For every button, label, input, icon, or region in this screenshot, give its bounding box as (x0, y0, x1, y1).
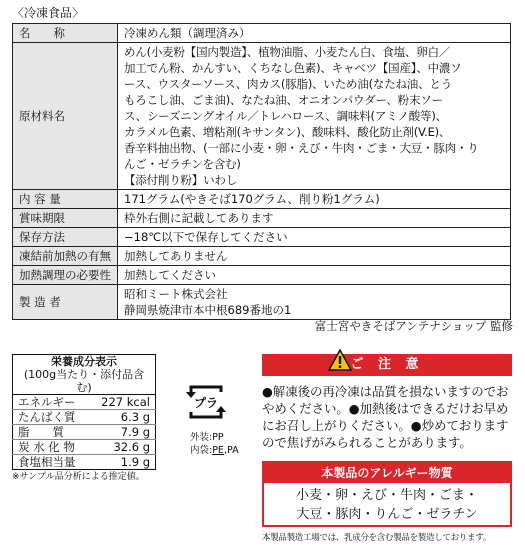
ingredients-line: もろこし油、ごま油)、なたね油、オニオンパウダー、粉末ソー (124, 93, 443, 107)
plastic-recycle-icon (182, 378, 230, 426)
storage-value: −18℃以下で保存してください (118, 228, 511, 247)
ingredients-line: 香辛料抽出物、(一部に小麦・卵・えび・牛肉・ごま・大豆・豚肉・り (124, 141, 479, 155)
outer-material (190, 432, 224, 444)
name-label: 名 称 (13, 24, 118, 43)
table-row (13, 455, 156, 470)
ingredients-line: 【添付削り粉】いわし (124, 173, 237, 187)
maker-address: 静岡県焼津市本中根689番地の1 (124, 303, 292, 317)
storage-label: 保存方法 (13, 228, 118, 247)
expiry-label: 賞味期限 (13, 209, 118, 228)
nutrient-value: 7.9 g (89, 425, 156, 440)
ingredients-line: ース、ウスターソース、肉カス(豚脂)、いため油(なたね油、とう (124, 77, 452, 91)
ingredients-value (118, 43, 511, 190)
table-row (13, 209, 511, 228)
ingredients-label: 原材料名 (13, 43, 118, 190)
outer-material-value: PP (212, 432, 224, 443)
nutrient-label: 食塩相当量 (13, 455, 89, 470)
nutrient-label: エネルギー (13, 395, 89, 410)
maker-value (118, 285, 511, 320)
table-row (13, 425, 156, 440)
preheat-label: 凍結前加熱の有無 (13, 247, 118, 266)
nutrient-label: たんぱく質 (13, 410, 89, 425)
inner-material-value-underlined: PE (212, 445, 224, 456)
table-row (13, 285, 511, 320)
nutrient-value: 6.3 g (89, 410, 156, 425)
ingredients-line: カラメル色素、増粘剤(キサンタン)、酸味料、酸化防止剤(V.E)、 (124, 125, 451, 139)
nutrient-value: 1.9 g (89, 455, 156, 470)
warning-icon (328, 349, 352, 371)
supervision-credit: 富士宮やきそばアンテナショップ 監修 (314, 319, 513, 333)
content-value: 171グラム(やきそば170グラム、削り粉1グラム) (118, 190, 511, 209)
nutrient-value: 32.6 g (89, 440, 156, 455)
caution-text: ●解凍後の再冷凍は品質を損ないますのでおやめください。●加熱後はできるだけお早めにお召し上がりください。●炒めておりますので焦げがみられることがあります。 (262, 384, 509, 450)
allergy-line: 大豆・豚肉・りんご・ゼラチン (296, 507, 478, 522)
caution-title: ご 注 意 (262, 354, 512, 376)
ingredients-line: んご・ゼラチンを含む) (124, 157, 241, 171)
table-row (13, 247, 511, 266)
preheat-value: 加熱してありません (118, 247, 511, 266)
inner-material (190, 445, 239, 457)
allergy-line: 小麦・卵・えび・牛肉・ごま・ (295, 488, 478, 503)
nutrition-header (13, 355, 156, 395)
name-value: 冷凍めん類（調理済み） (118, 24, 511, 43)
inner-material-value: ,PA (223, 445, 239, 456)
nutrient-label: 脂 質 (13, 425, 89, 440)
nutrition-note: ※サンプル品分析による推定値。 (12, 472, 145, 482)
table-row (13, 228, 511, 247)
cook-value: 加熱してください (118, 266, 511, 285)
ingredients-line: ス、シーズニングオイル／トレハロース、調味料(アミノ酸等)、 (124, 109, 447, 123)
nutrient-value: 227 kcal (89, 395, 156, 410)
outer-material-label: 外装: (190, 432, 213, 443)
nutrition-table (12, 354, 156, 470)
inner-material-label: 内袋: (190, 445, 213, 456)
category-label: 〈冷凍食品〉 (12, 6, 85, 20)
cook-label: 加熱調理の必要性 (13, 266, 118, 285)
table-row (13, 440, 156, 455)
product-spec-table (12, 23, 511, 320)
allergy-title: 本製品のアレルギー物質 (264, 463, 510, 483)
table-row (13, 190, 511, 209)
table-row (13, 410, 156, 425)
ingredients-line: めん(小麦粉【国内製造】、植物油脂、小麦たん白、食塩、卵白／ (124, 45, 451, 59)
table-row (13, 43, 511, 190)
content-label: 内 容 量 (13, 190, 118, 209)
recycle-mark-text: プラ (193, 396, 219, 410)
expiry-value: 枠外右側に記載してあります (118, 209, 511, 228)
ingredients-line: 加工でん粉、かんすい、くちなし色素)、キャベツ【国産】、中濃ソ (124, 61, 462, 75)
allergy-list (264, 486, 510, 524)
nutrition-title: 栄養成分表示 (51, 355, 117, 368)
factory-note: 本製品製造工場では、乳成分を含む製品を製造しております。 (262, 533, 491, 543)
nutrition-subtitle: (100g当たり・添付品含む) (23, 368, 145, 394)
nutrient-label: 炭 水 化 物 (13, 440, 89, 455)
maker-name: 昭和ミート株式会社 (124, 287, 228, 301)
maker-label: 製 造 者 (13, 285, 118, 320)
table-row (13, 24, 511, 43)
table-row (13, 266, 511, 285)
table-row (13, 395, 156, 410)
